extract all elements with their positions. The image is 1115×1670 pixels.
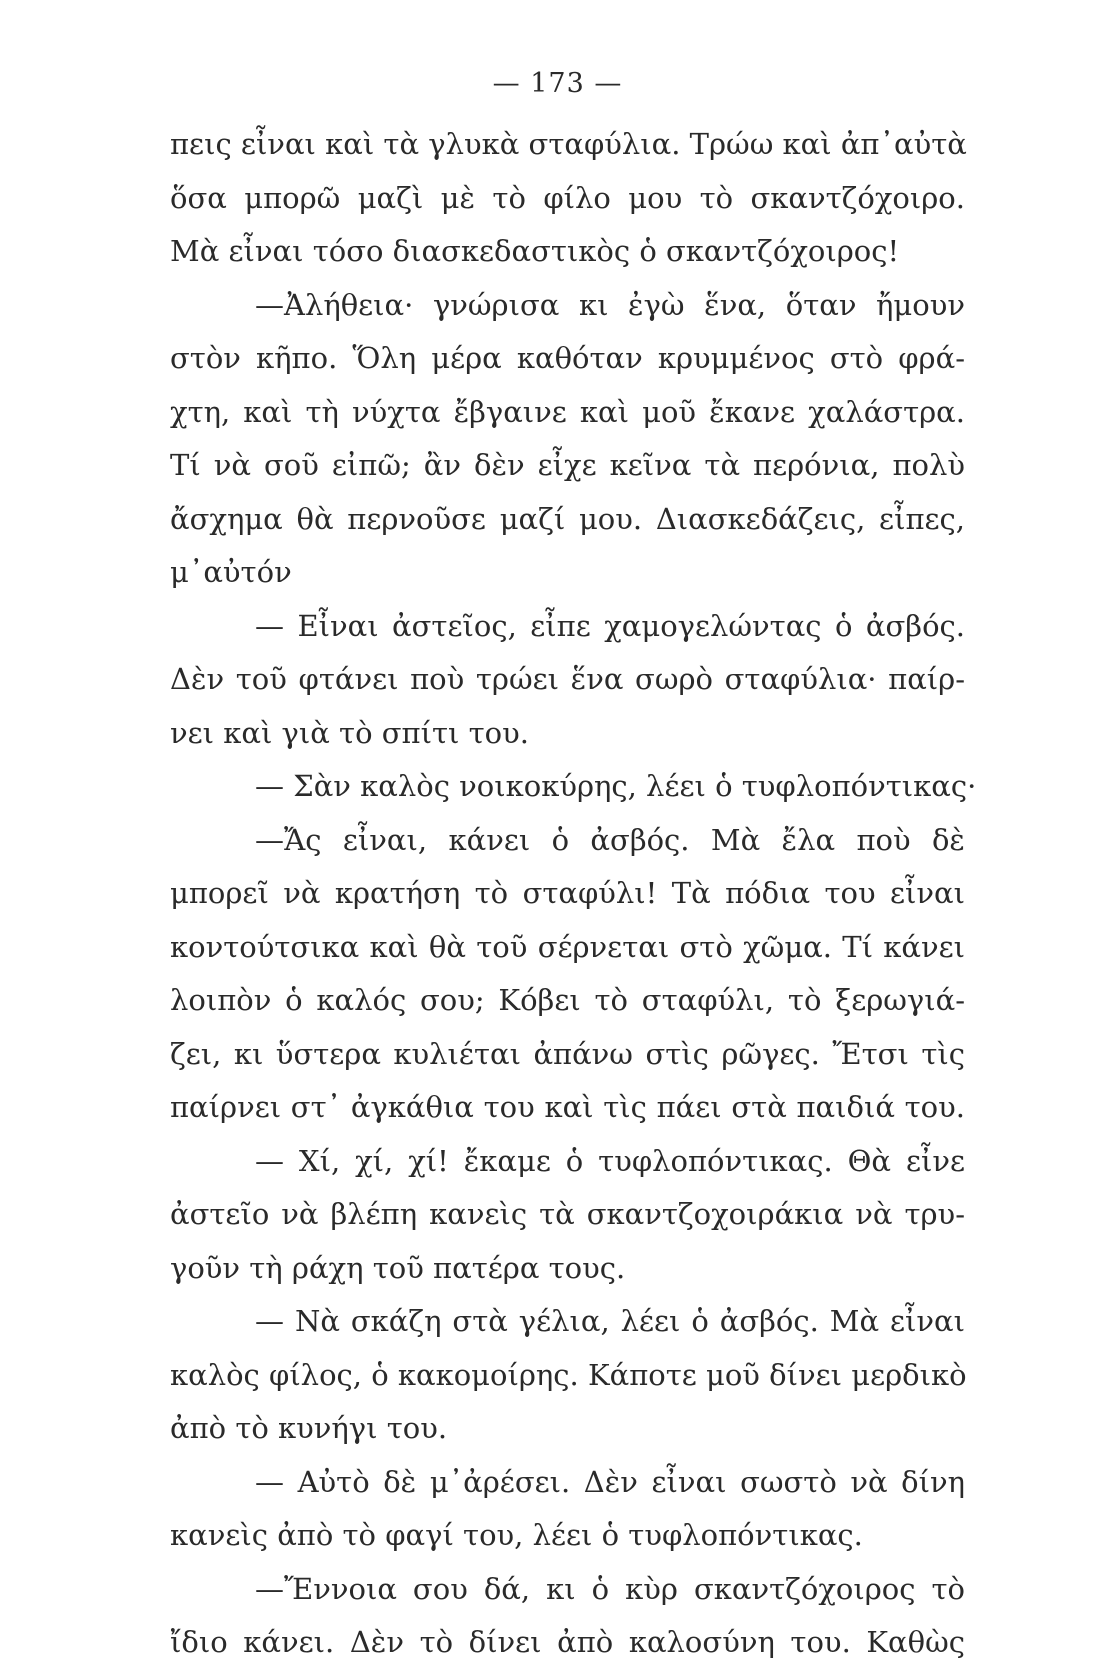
text-line: χτη, καὶ τὴ νύχτα ἔβγαινε καὶ μοῦ ἔκανε χαλάστρα.: [170, 394, 965, 429]
text-line: — Νὰ σκάζη στὰ γέλια, λέει ὁ ἀσβός. Μὰ εἶναι: [255, 1304, 965, 1338]
text-line: μ᾽αὐτόν: [170, 555, 292, 589]
page-number: — 173 —: [492, 68, 623, 99]
text-line: ἴδιο κάνει. Δὲν τὸ δίνει ἀπὸ καλοσύνη του. Καθὼς: [170, 1625, 965, 1659]
text-line: —Ἔννοια σου δά, κι ὁ κὺρ σκαντζόχοιρος τὸ: [255, 1571, 965, 1606]
text-line: Μὰ εἶναι τόσο διασκεδαστικὸς ὁ σκαντζόχοιρος!: [170, 234, 900, 268]
text-line: λοιπὸν ὁ καλός σου; Κόβει τὸ σταφύλι, τὸ ξερωγιά-: [170, 983, 965, 1017]
text-line: — Χί, χί, χί! ἔκαμε ὁ τυφλοπόντικας. Θὰ εἶνε: [255, 1143, 965, 1178]
text-line: γοῦν τὴ ράχη τοῦ πατέρα τους.: [170, 1250, 626, 1285]
text-line: νει καὶ γιὰ τὸ σπίτι του.: [170, 715, 529, 750]
text-line: Τί νὰ σοῦ εἰπῶ; ἂν δὲν εἶχε κεῖνα τὰ περόνια, πολὺ: [170, 448, 965, 482]
text-line: ἀστεῖο νὰ βλέπη κανεὶς τὰ σκαντζοχοιράκια νὰ τρυ-: [170, 1197, 965, 1231]
text-line: μπορεῖ νὰ κρατήση τὸ σταφύλι! Τὰ πόδια του εἶναι: [170, 876, 965, 910]
text-line: κανεὶς ἀπὸ τὸ φαγί του, λέει ὁ τυφλοπόντικας.: [170, 1518, 863, 1552]
text-line: — Αὐτὸ δὲ μ᾽ἀρέσει. Δὲν εἶναι σωστὸ νὰ δίνη: [255, 1464, 965, 1499]
text-line: Δὲν τοῦ φτάνει ποὺ τρώει ἕνα σωρὸ σταφύλια· παίρ-: [170, 662, 965, 696]
text-line: ζει, κι ὕστερα κυλιέται ἀπάνω στὶς ρῶγες. Ἔτσι τὶς: [170, 1036, 965, 1071]
text-line: —Ἀλήθεια· γνώρισα κι ἐγὼ ἕνα, ὅταν ἤμουν: [255, 287, 965, 322]
text-line: ἄσχημα θὰ περνοῦσε μαζί μου. Διασκεδάζεις, εἶπες,: [170, 501, 965, 536]
body-text: [170, 118, 977, 1670]
text-line: —Ἄς εἶναι, κάνει ὁ ἀσβός. Μὰ ἔλα ποὺ δὲ: [255, 822, 965, 857]
text-line: κοντούτσικα καὶ θὰ τοῦ σέρνεται στὸ χῶμα. Τί κάνει: [170, 929, 965, 964]
text-line: ὅσα μπορῶ μαζὶ μὲ τὸ φίλο μου τὸ σκαντζόχοιρο.: [170, 180, 965, 215]
text-line: — Σὰν καλὸς νοικοκύρης, λέει ὁ τυφλοπόντικας·: [255, 769, 977, 803]
text-line: στὸν κῆπο. Ὅλη μέρα καθόταν κρυμμένος στὸ φρά-: [170, 341, 965, 375]
text-line: παίρνει στ᾽ ἀγκάθια του καὶ τὶς πάει στὰ παιδιά του.: [170, 1090, 965, 1124]
text-line: πεις εἶναι καὶ τὰ γλυκὰ σταφύλια. Τρώω καὶ ἀπ᾽αὐτὰ: [170, 127, 967, 161]
text-line: καλὸς φίλος, ὁ κακομοίρης. Κάποτε μοῦ δίνει μερδικὸ: [170, 1357, 967, 1392]
text-line: — Εἶναι ἀστεῖος, εἶπε χαμογελώντας ὁ ἀσβός.: [255, 608, 965, 643]
text-line: ἀπὸ τὸ κυνήγι του.: [170, 1411, 448, 1445]
